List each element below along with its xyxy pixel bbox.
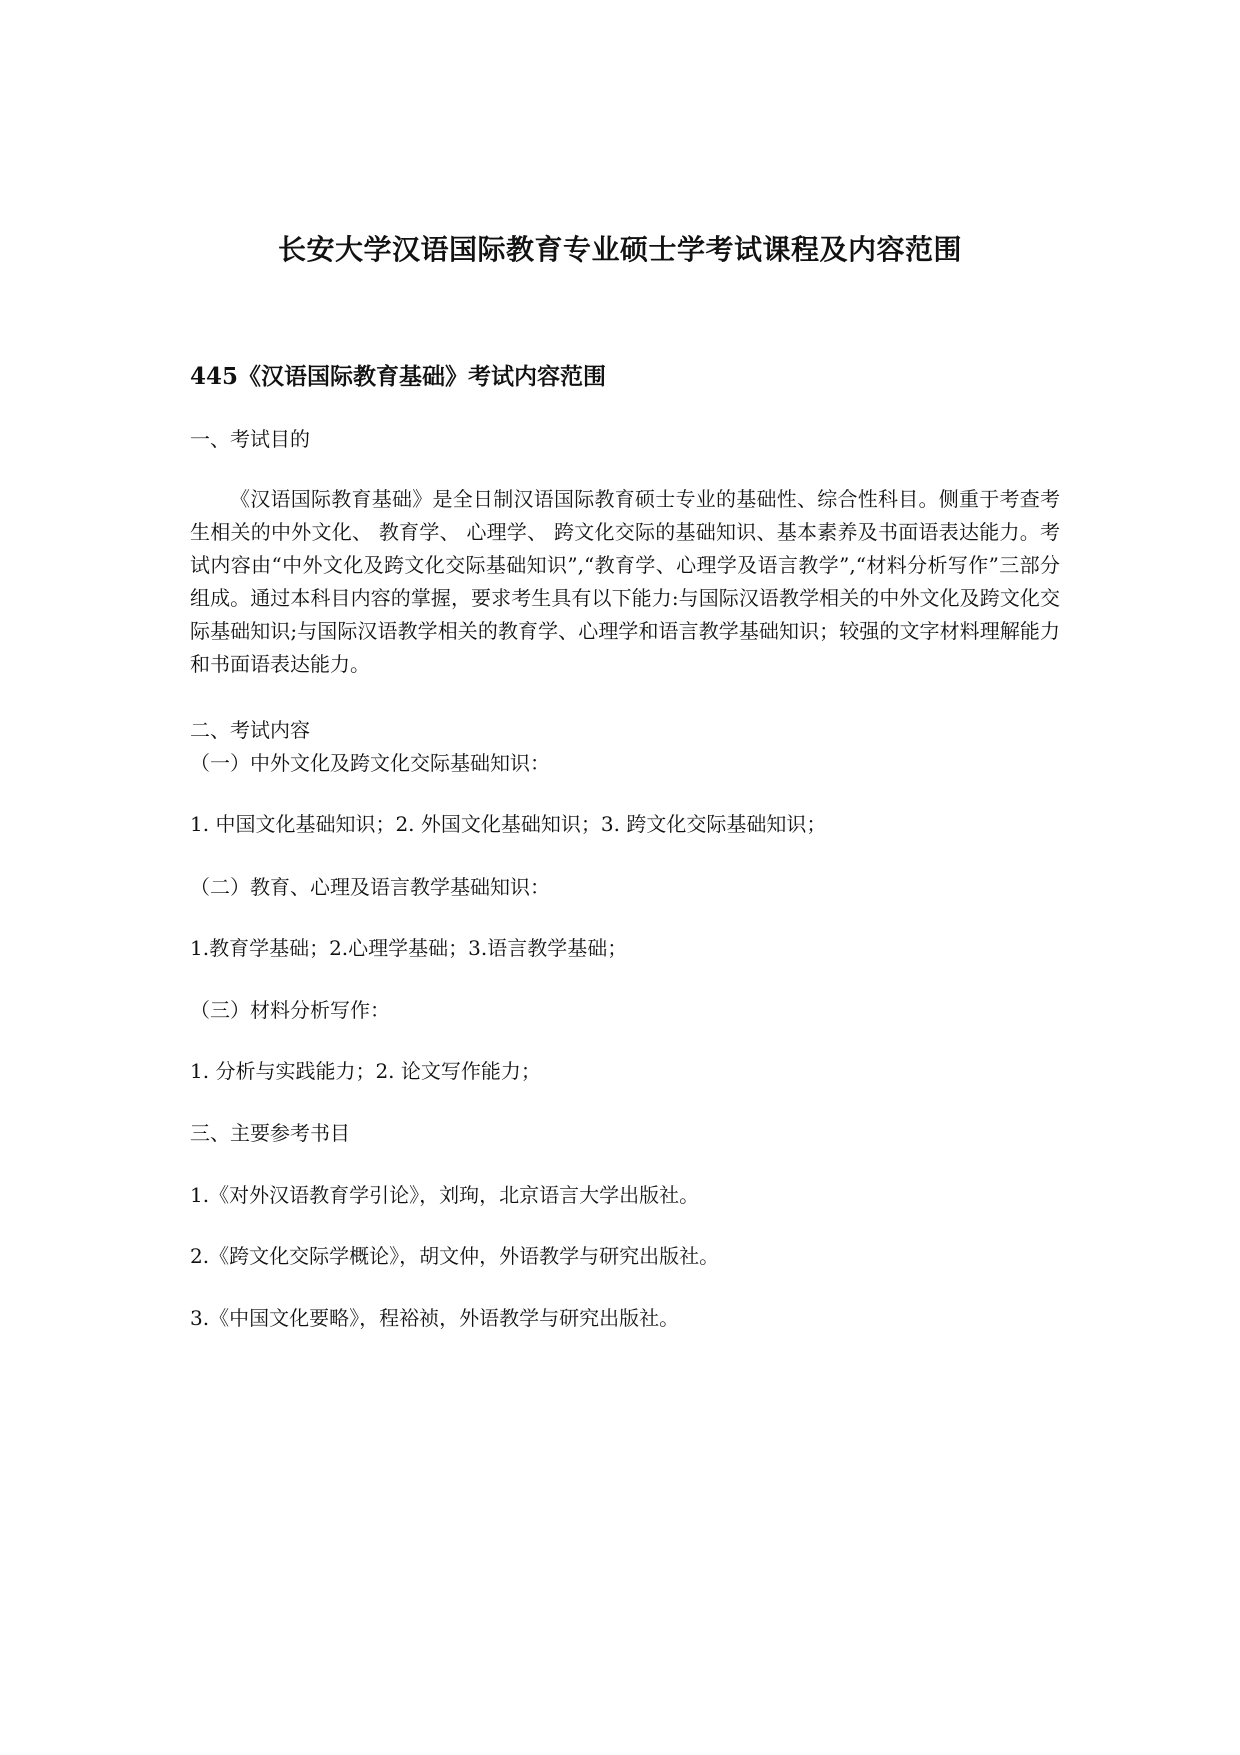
document-title: 长安大学汉语国际教育专业硕士学考试课程及内容范围	[277, 233, 962, 266]
subsection-items-education: 1.教育学基础；2.心理学基础；3.语言教学基础；	[190, 936, 628, 960]
exam-purpose-paragraph: 《汉语国际教育基础》是全日制汉语国际教育硕士专业的基础性、综合性科目。侧重于考查考生相关的中外文化、 教育学、 心理学、 跨文化交际的基础知识、基本素养及书面语表达能力。考试内容由“中外文化及跨文化交际基础知识”,“教育学、心理学及语言教学”,“材料分析写作”三部分组成。通过本科目内容的掌握，要求考生具有以下能力:与国际汉语教学相关的中外文化及跨文化交际基础知识;与国际汉语教学相关的教育学、心理学和语言教学基础知识；较强的文字材料理解能力和书面语表达能力。	[190, 487, 1060, 676]
section-heading-references: 三、主要参考书目	[190, 1121, 350, 1145]
subsection-heading-culture: （一）中外文化及跨文化交际基础知识：	[190, 751, 550, 775]
subsection-heading-education: （二）教育、心理及语言教学基础知识：	[190, 875, 550, 899]
reference-item: 3.《中国文化要略》，程裕祯，外语教学与研究出版社。	[190, 1306, 680, 1330]
section-heading-exam-purpose: 一、考试目的	[190, 427, 310, 451]
subsection-heading-writing: （三）材料分析写作：	[190, 998, 390, 1022]
subsection-items-culture: 1. 中国文化基础知识；2. 外国文化基础知识；3. 跨文化交际基础知识；	[190, 812, 827, 836]
reference-item: 1.《对外汉语教育学引论》，刘珣，北京语言大学出版社。	[190, 1183, 700, 1207]
section-heading-exam-content: 二、考试内容	[190, 718, 310, 742]
reference-item: 2.《跨文化交际学概论》，胡文仲，外语教学与研究出版社。	[190, 1244, 720, 1268]
subsection-items-writing: 1. 分析与实践能力；2. 论文写作能力；	[190, 1059, 541, 1083]
exam-subtitle: 445《汉语国际教育基础》考试内容范围	[190, 363, 607, 390]
